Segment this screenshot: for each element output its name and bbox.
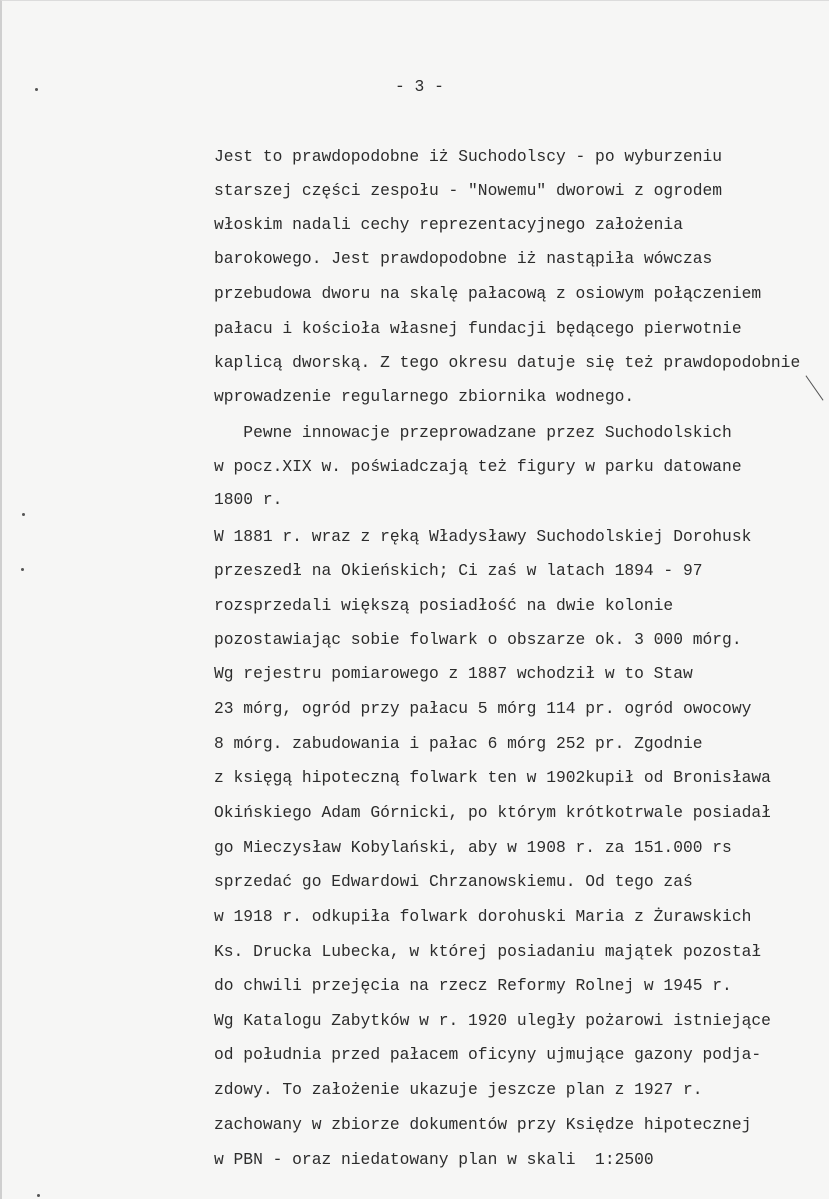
text-line: Jest to prawdopodobne iż Suchodolscy - po wyburzeniu: [214, 147, 723, 166]
text-line: starszej części zespołu - "Nowemu" dworowi z ogrodem: [214, 181, 723, 200]
text-line: od południa przed pałacem oficyny ujmujące gazony podja-: [214, 1045, 762, 1064]
text-line: barokowego. Jest prawdopodobne iż nastąpiła wówczas: [214, 249, 713, 268]
text-line: zdowy. To założenie ukazuje jeszcze plan z 1927 r.: [214, 1080, 703, 1099]
text-line: Wg Katalogu Zabytków w r. 1920 uległy pożarowi istniejące: [214, 1011, 771, 1030]
text-line: wprowadzenie regularnego zbiornika wodnego.: [214, 387, 635, 406]
text-line: w 1918 r. odkupiła folwark dorohuski Maria z Żurawskich: [214, 907, 752, 926]
scan-speck: [37, 1194, 40, 1197]
text-line: pałacu i kościoła własnej fundacji będącego pierwotnie: [214, 319, 742, 338]
scan-speck: [21, 568, 24, 571]
text-line: rozsprzedali większą posiadłość na dwie kolonie: [214, 596, 674, 615]
text-line: sprzedać go Edwardowi Chrzanowskiemu. Od tego zaś: [214, 872, 693, 891]
text-line: do chwili przejęcia na rzecz Reformy Rolnej w 1945 r.: [214, 976, 732, 995]
page-number: - 3 -: [395, 77, 444, 96]
text-line: Okińskiego Adam Górnicki, po którym krótkotrwale posiadał: [214, 803, 771, 822]
text-line: kaplicą dworską. Z tego okresu datuje się też prawdopodobnie: [214, 353, 801, 372]
text-line: 8 mórg. zabudowania i pałac 6 mórg 252 pr. Zgodnie: [214, 734, 703, 753]
text-line: 23 mórg, ogród przy pałacu 5 mórg 114 pr. ogród owocowy: [214, 699, 752, 718]
text-line: pozostawiając sobie folwark o obszarze ok. 3 000 mórg.: [214, 630, 742, 649]
text-line: W 1881 r. wraz z ręką Władysławy Suchodolskiej Dorohusk: [214, 527, 752, 546]
text-line: w PBN - oraz niedatowany plan w skali 1:2500: [214, 1150, 654, 1169]
text-line: w pocz.XIX w. poświadczają też figury w parku datowane: [214, 457, 742, 476]
text-line: zachowany w zbiorze dokumentów przy Księdze hipotecznej: [214, 1115, 752, 1134]
text-line: z księgą hipoteczną folwark ten w 1902kupił od Bronisława: [214, 768, 771, 787]
text-line: przebudowa dworu na skalę pałacową z osiowym połączeniem: [214, 284, 762, 303]
text-line: przeszedł na Okieńskich; Ci zaś w latach 1894 - 97: [214, 561, 703, 580]
text-line: Wg rejestru pomiarowego z 1887 wchodził w to Staw: [214, 664, 693, 683]
scan-speck: [35, 88, 38, 91]
text-line: 1800 r.: [214, 490, 283, 509]
text-line: włoskim nadali cechy reprezentacyjnego założenia: [214, 215, 683, 234]
text-line: Pewne innowacje przeprowadzane przez Suchodolskich: [214, 423, 732, 442]
text-line: Ks. Drucka Lubecka, w której posiadaniu majątek pozostał: [214, 942, 762, 961]
scan-speck: [22, 513, 25, 516]
pen-mark: [805, 375, 823, 400]
text-line: go Mieczysław Kobylański, aby w 1908 r. za 151.000 rs: [214, 838, 732, 857]
